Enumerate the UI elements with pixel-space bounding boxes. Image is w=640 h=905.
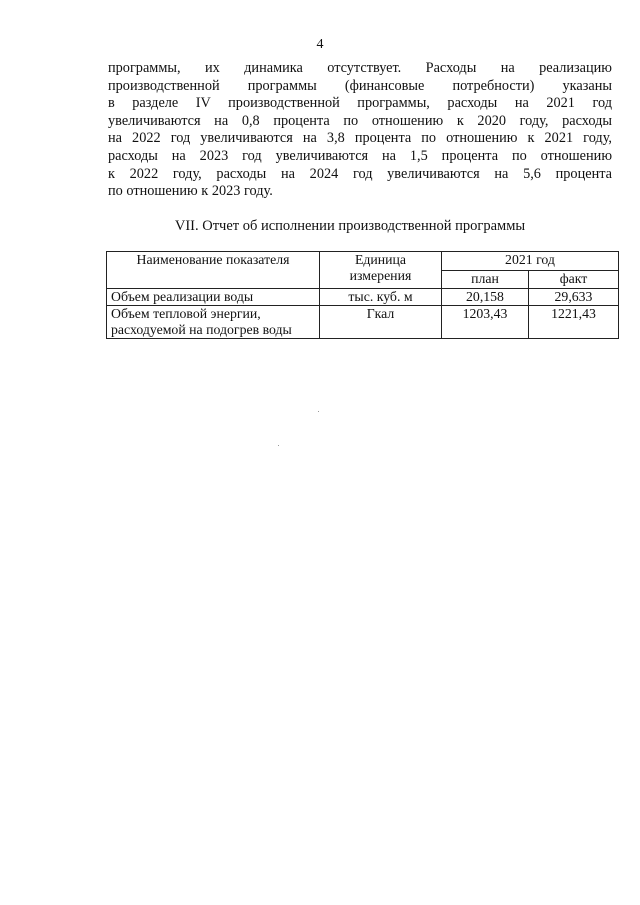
header-unit (320, 252, 442, 289)
row-name-line2: расходуемой на подогрев воды (111, 322, 292, 337)
paragraph-line: программы, их динамика отсутствует. Расходы на реализацию (108, 60, 612, 76)
header-fact: факт (529, 270, 619, 289)
row-fact: 1221,43 (529, 306, 619, 339)
row-name-line1: Объем тепловой энергии, (111, 306, 261, 321)
body-paragraph (108, 60, 612, 201)
row-name (107, 306, 320, 339)
table-row (107, 289, 619, 306)
paragraph-line: расходы на 2023 год увеличиваются на 1,5 процента по отношению (108, 147, 612, 164)
paragraph-line: увеличиваются на 0,8 процента по отношению к 2020 году, расходы (108, 112, 612, 129)
section-heading: VII. Отчет об исполнении производственной программы (174, 218, 526, 234)
report-table (106, 251, 619, 339)
row-plan: 1203,43 (442, 306, 529, 339)
header-unit-line1: Единица (354, 252, 407, 267)
paragraph-line: на 2022 год увеличиваются на 3,8 процента по отношению к 2021 году, (108, 130, 612, 147)
scan-speck (278, 445, 279, 446)
scan-speck (318, 411, 319, 412)
paragraph-line: по отношению к 2023 году. (108, 183, 273, 200)
row-plan: 20,158 (442, 289, 529, 306)
table-row (107, 306, 619, 339)
paragraph-line: в разделе IV производственной программы, расходы на 2021 год (108, 95, 612, 112)
table-header-row (107, 252, 619, 271)
row-unit: тыс. куб. м (320, 289, 442, 306)
paragraph-line: производственной программы (финансовые потребности) указаны (108, 77, 612, 94)
header-unit-line2: измерения (349, 268, 412, 283)
row-unit: Гкал (320, 306, 442, 339)
header-plan: план (442, 270, 529, 289)
paragraph-line: к 2022 году, расходы на 2024 год увеличиваются на 5,6 процента (108, 165, 612, 182)
header-name: Наименование показателя (107, 252, 320, 289)
header-year: 2021 год (442, 252, 619, 271)
page-number: 4 (316, 37, 324, 52)
row-name: Объем реализации воды (107, 289, 320, 306)
row-fact: 29,633 (529, 289, 619, 306)
